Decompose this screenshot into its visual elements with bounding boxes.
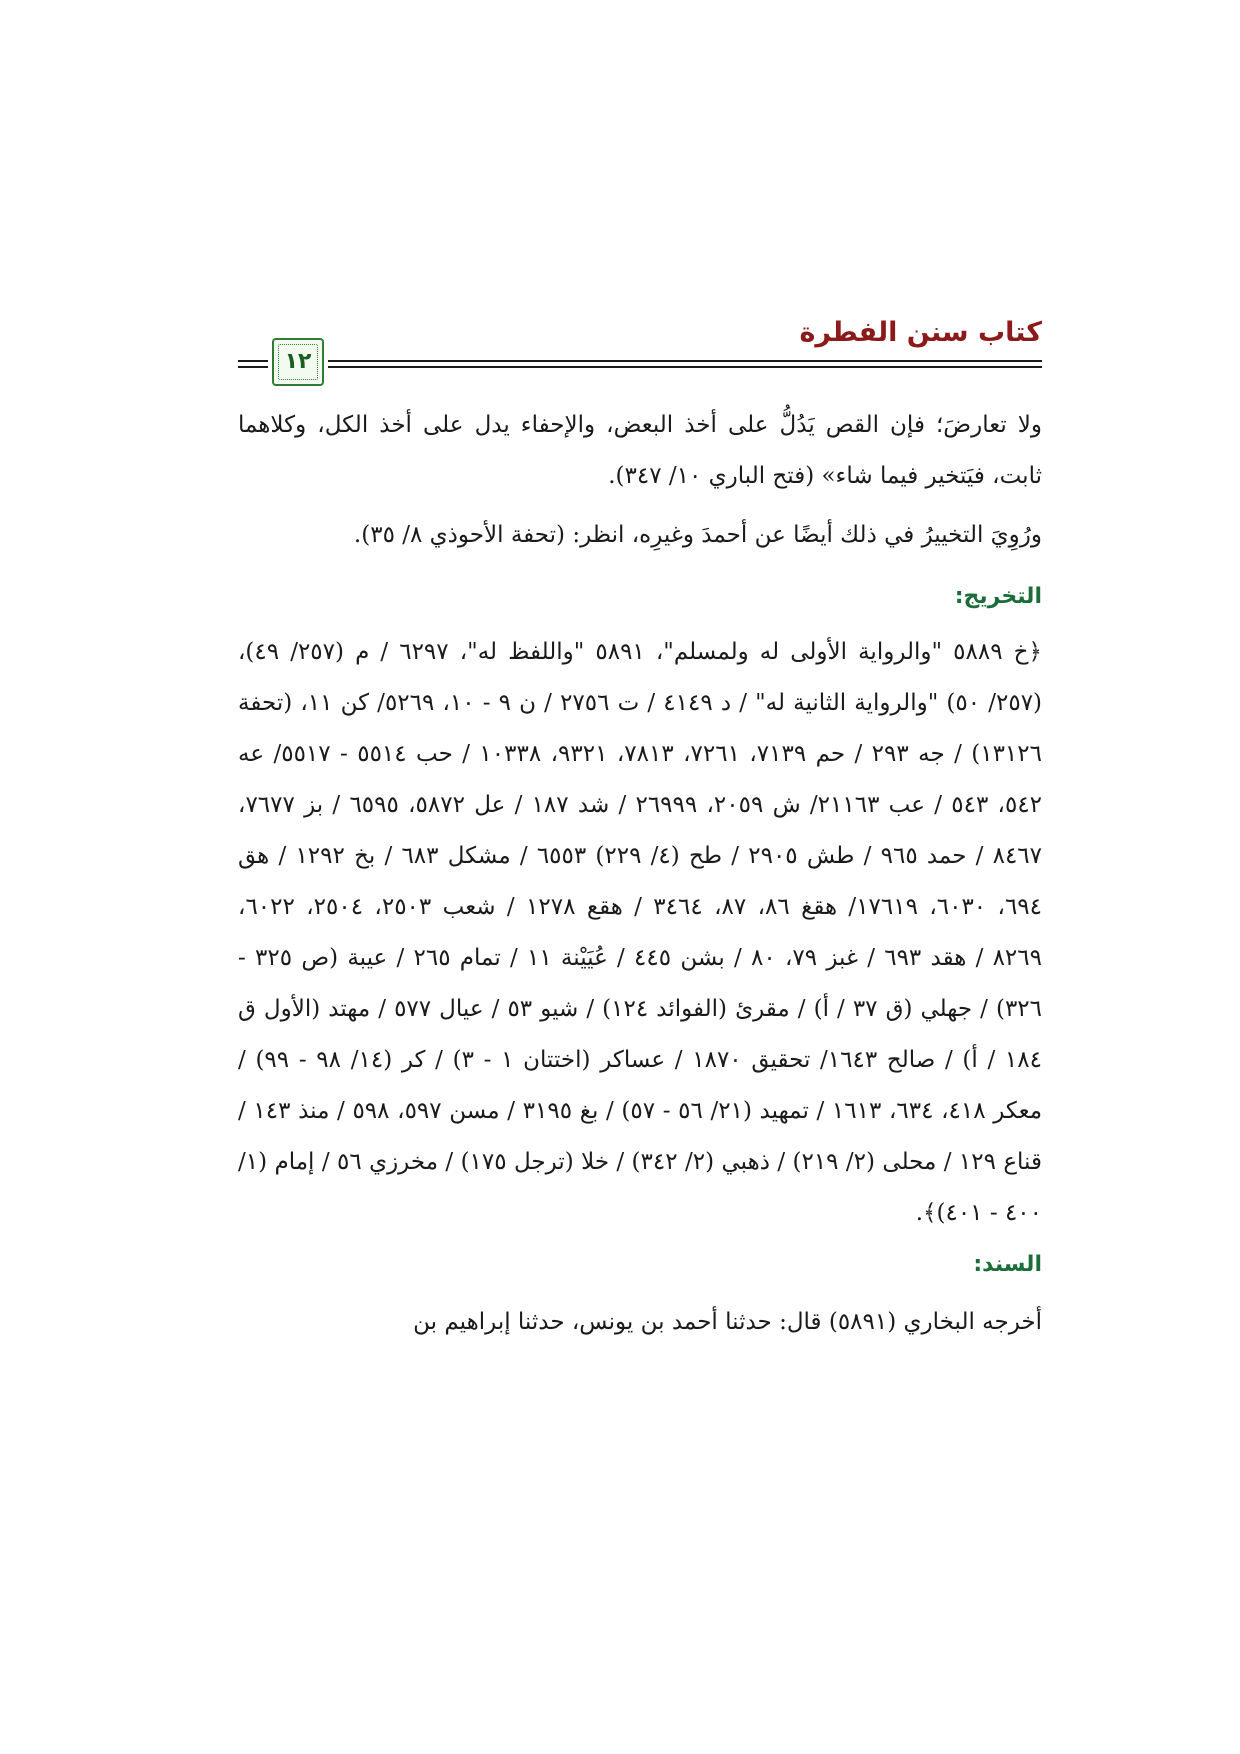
takhrij-references: ﴿خ ٥٨٨٩ "والرواية الأولى له ولمسلم"، ٥٨٩١ "واللفظ له"، ٦٢٩٧ / م (٢٥٧/ ٤٩)، (٢٥٧/ ٥٠) "والرواية الثانية له" / د ٤١٤٩ / ت ٢٧٥٦ / ن ٩ - ١٠، ٥٢٦٩/ كن ١١، (تحفة ١٣١٢٦) / جه ٢٩٣ / حم ٧١٣٩، ٧٢٦١، ٧٨١٣، ٩٣٢١، ١٠٣٣٨ / حب ٥٥١٤ - ٥٥١٧/ عه ٥٤٢، ٥٤٣ / عب ٢١١٦٣/ ش ٢٠٥٩، ٢٦٩٩٩ / شد ١٨٧ / عل ٥٨٧٢، ٦٥٩٥ / بز ٧٦٧٧، ٨٤٦٧ / حمد ٩٦٥ / طش ٢٩٠٥ / طح (٤/ ٢٢٩) ٦٥٥٣ / مشكل ٦٨٣ / بخ ١٢٩٢ / هق ٦٩٤، ٦٠٣٠، ١٧٦١٩/ هقغ ٨٦، ٨٧، ٣٤٦٤ / هقع ١٢٧٨ / شعب ٢٥٠٣، ٢٥٠٤، ٦٠٢٢، ٨٢٦٩ / هقد ٦٩٣ / غبز ٧٩، ٨٠ / بشن ٤٤٥ / عُيَيْنة ١١ / تمام ٢٦٥ / عيبة (ص ٣٢٥ - ٣٢٦) / جهلي (ق ٣٧ / أ) / مقرئ (الفوائد ١٢٤) / شيو ٥٣ / عيال ٥٧٧ / مهتد (الأول ق ١٨٤ / أ) / صالح ١٦٤٣/ تحقيق ١٨٧٠ / عساكر (اختتان ١ - ٣) / كر (١٤/ ٩٨ - ٩٩) / معكر ٤١٨، ٦٣٤، ١٦١٣ / تمهيد (٢١/ ٥٦ - ٥٧) / بغ ٣١٩٥ / مسن ٥٩٧، ٥٩٨ / منذ ١٤٣ / قناع ١٢٩ / محلى (٢/ ٢١٩) / ذهبي (٢/ ٣٤٢) / خلا (ترجل ١٧٥) / مخرزي ٥٦ / إمام (١/ ٤٠٠ - ٤٠١)﴾. [238,639,1043,1226]
book-title: كتاب سنن الفطرة [799,317,1042,348]
page-number: ١٢ [284,349,312,374]
sanad-heading: السند: [973,1252,1042,1277]
takhrij-heading: التخريج: [954,584,1042,609]
header-rule-bottom [328,366,1042,368]
sanad-text: أخرجه البخاري (٥٨٩١) قال: حدثنا أحمد بن يونس، حدثنا إبراهيم بن [413,1309,1042,1335]
page-content [238,400,1042,1348]
page-header [238,316,1042,386]
paragraph-takhyir: ورُوِيَ التخييرُ في ذلك أيضًا عن أحمدَ وغيرِه، انظر: (تحفة الأحوذي ٨/ ٣٥). [353,522,1042,548]
header-rule-top [328,360,1042,362]
page-number-badge [272,338,324,386]
ornament-frame-icon [278,344,318,380]
paragraph-continuation: ولا تعارضَ؛ فإن القص يَدُلُّ على أخذ البعض، والإحفاء يدل على أخذ الكل، وكلاهما ثابت، فيَتخير فيما شاء» (فتح الباري ١٠/ ٣٤٧). [238,412,1042,489]
header-rule-left-top [238,360,268,362]
header-rule-left-bottom [238,366,268,368]
